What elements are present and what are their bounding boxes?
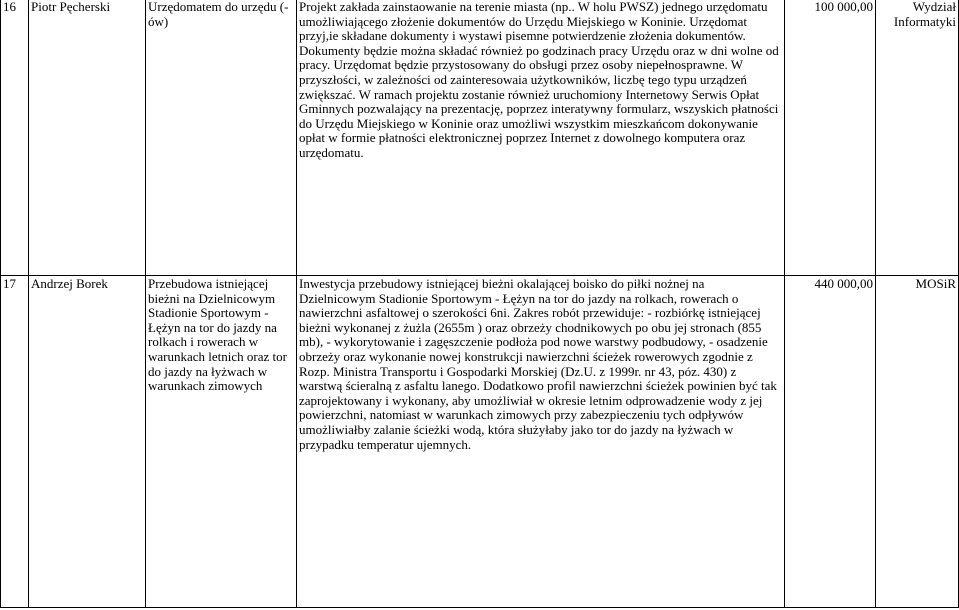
responsible-unit: MOSiR <box>876 276 959 608</box>
responsible-unit: Wydział Informatyki <box>876 0 959 276</box>
table-row <box>1 276 959 608</box>
table-row <box>1 0 959 276</box>
row-number: 17 <box>1 276 29 608</box>
project-amount: 100 000,00 <box>785 0 876 276</box>
row-number: 16 <box>1 0 29 276</box>
project-description: Inwestycja przebudowy istniejącej bieżni okalającej boisko do piłki nożnej na Dzielnicowym Stadionie Sportowym - Łężyn na tor do jazdy na rolkach, rowerach o nawierzchni asfaltowej o szerokości 6ni. Zakres robót przewiduje: - rozbiórkę istniejącej bieżni wykonanej z żużla (2655m ) oraz obrzeży chodnikowych po obu jej stronach (855 mb), - wykorytowanie i zagęszczenie podłoża pod nowe warstwy podbudowy, - osadzenie obrzeży oraz wykonanie nowej konstrukcji nawierzchni ścieżek rowerowych zgodnie z Rozp. Ministra Transportu i Gospodarki Morskiej (Dz.U. z 1999r. nr 43, póz. 430) z warstwą ścieralną z asfaltu lanego. Dodatkowo profil nawierzchni ścieżek powinien być tak zaprojektowany i wykonany, aby umożliwiał w okresie letnim odprowadzenie wody z jej powierzchni, natomiast w warunkach zimowych przy zabezpieczeniu tych odpływów umożliwiałby zalanie ścieżki wodą, która służyłaby jako tor do jazdy na łyżwach w przypadku temperatur ujemnych. <box>297 276 785 608</box>
project-description: Projekt zakłada zainstaowanie na terenie miasta (np.. W holu PWSZ) jednego urzędomatu umożliwiającego złożenie dokumentów do Urzędu Miejskiego w Koninie. Urzędomat przyj,ie składane dokumenty i wystawi pisemne potwierdzenie złożenia dokumentów. Dokumenty będzie można składać również po godzinach pracy Urzędu oraz w dni wolne od pracy. Urzędomat będzie przystosowany do obsługi przez osoby niepełnosprawne. W przyszłości, w zależności od zainteresowaia użytkowników, liczbę tego typu urządzeń zwiększać. W ramach projektu zostanie również uruchomiony Internetowy Serwis Opłat Gminnych pozwalający na prezentację, poprzez interatywny formularz, wszyskich płatności do Urzędu Miejskiego w Koninie oraz umożliwi wszystkim mieszkańcom dokonywanie opłat w formie płatności elektronicznej poprzez Internet z dowolnego komputera oraz urzędomatu. <box>297 0 785 276</box>
author-name: Piotr Pęcherski <box>29 0 146 276</box>
project-amount: 440 000,00 <box>785 276 876 608</box>
author-name: Andrzej Borek <box>29 276 146 608</box>
project-title: Urzędomatem do urzędu (-ów) <box>146 0 297 276</box>
project-title: Przebudowa istniejącej bieżni na Dzielnicowym Stadionie Sportowym - Łężyn na tor do jazdy na rolkach i rowerach w warunkach letnich oraz tor do jazdy na łyżwach w warunkach zimowych <box>146 276 297 608</box>
